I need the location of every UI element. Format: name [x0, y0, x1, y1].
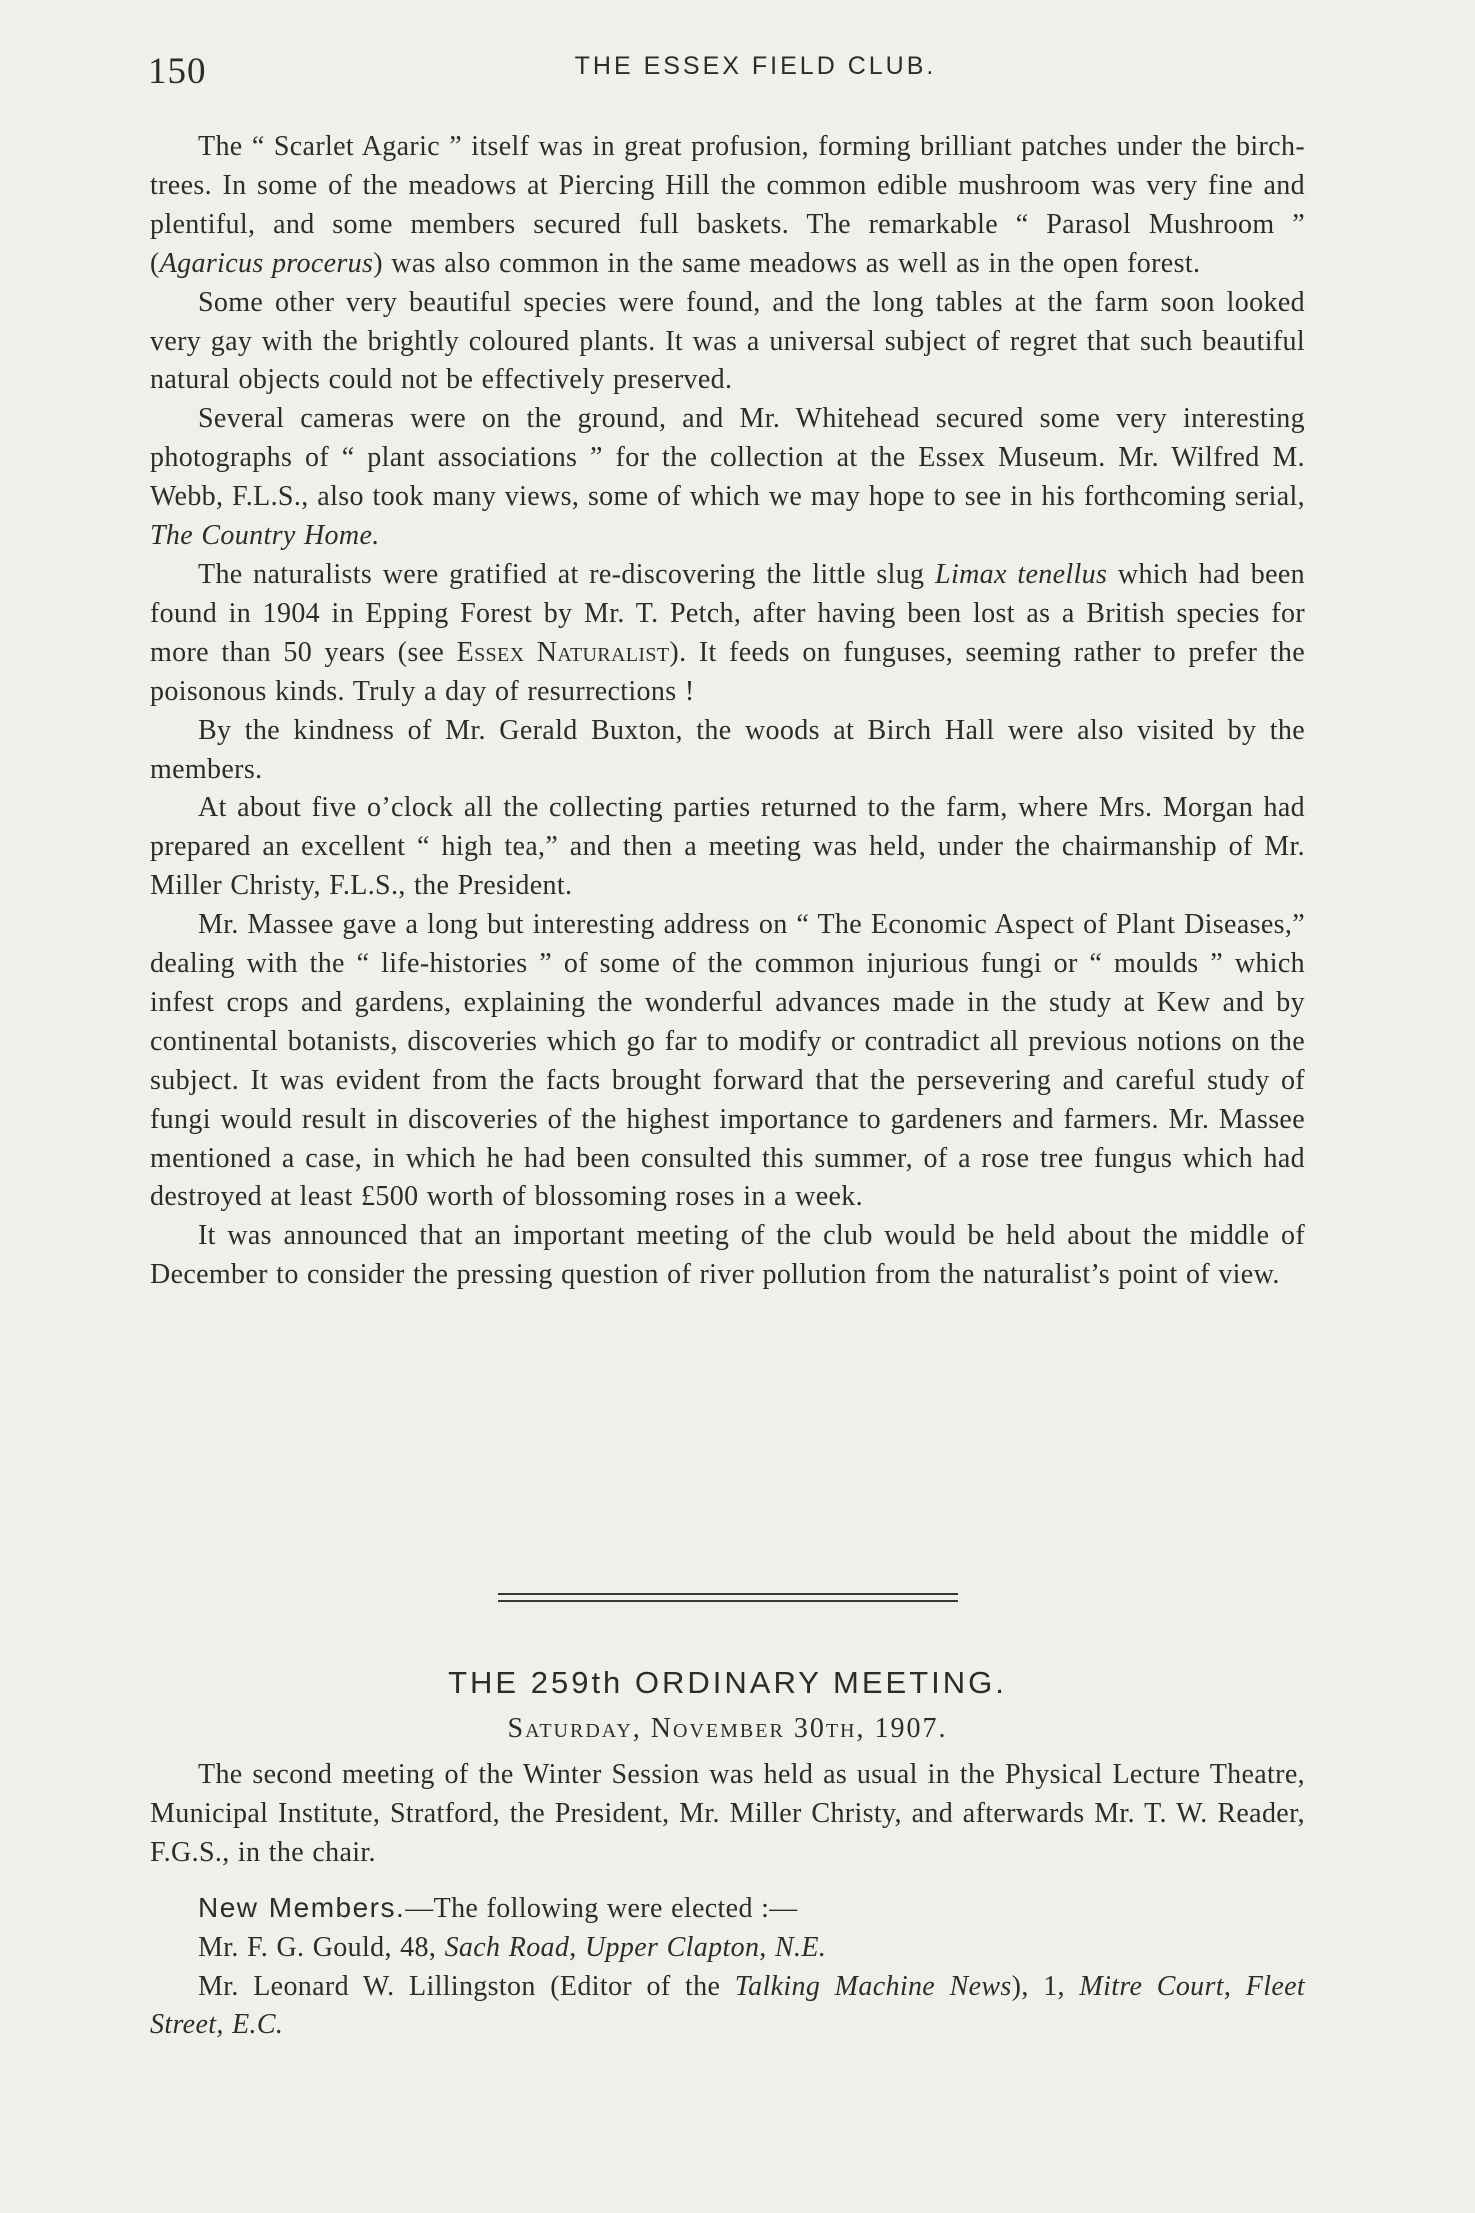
member-entry — [150, 1968, 1305, 2046]
paragraph-announcement: It was announced that an important meeting of the club would be held about the middle of December to consider the pressing question of river pollution from the naturalist’s point of view. — [150, 1220, 1305, 1291]
paragraph-text: ) was also common in the same meadows as well as in the open forest. — [373, 247, 1201, 279]
new-members-label: New Members. — [198, 1891, 406, 1923]
paragraph-text: The naturalists were gratified at re-discovering the little slug — [198, 558, 936, 590]
page-number: 150 — [148, 51, 207, 92]
member-entry — [150, 1929, 1305, 1968]
member-address: Sach Road, Upper Clapton, N.E. — [444, 1931, 827, 1963]
body-text — [150, 128, 1305, 1295]
paragraph-cameras — [150, 400, 1305, 556]
meeting-date: Saturday, November 30th, 1907. — [507, 1713, 948, 1744]
divider-line — [498, 1593, 958, 1595]
meeting-title: THE 259th ORDINARY MEETING. — [448, 1665, 1007, 1700]
member-address: Mitre Court, Fleet Street, E.C. — [150, 1970, 1306, 2041]
publication-title: Talking Machine News — [734, 1970, 1012, 2002]
paragraph-text: ). It feeds on funguses, seeming rather to prefer the poisonous kinds. Truly a day of resurrections ! — [150, 636, 1306, 707]
section-divider — [498, 1593, 958, 1607]
paragraph-slug — [150, 556, 1305, 712]
paragraph-high-tea: At about five o’clock all the collecting parties returned to the farm, where Mrs. Morgan had prepared an excellent “ high tea,” and then a meeting was held, under the chairmanship of Mr. Miller Christy, F.L.S., the President. — [150, 792, 1305, 902]
running-head — [148, 44, 1303, 94]
paragraph-text: Several cameras were on the ground, and Mr. Whitehead secured some very interesting photographs of “ plant associations ” for the collection at the Essex Museum. Mr. Wilfred M. Webb, F.L.S., also took many views, some of which we may hope to see in his forthcoming serial, — [150, 403, 1305, 513]
running-title: THE ESSEX FIELD CLUB. — [574, 52, 937, 80]
publication-title: The Country Home. — [150, 520, 380, 552]
journal-name: Essex Naturalist — [456, 636, 670, 668]
new-members-heading — [150, 1889, 1305, 1929]
species-name: Agaricus procerus — [159, 247, 374, 279]
member-text: ), 1, — [1011, 1970, 1080, 2002]
paragraph-scarlet-agaric — [150, 128, 1305, 284]
paragraph-birch-hall: By the kindness of Mr. Gerald Buxton, the woods at Birch Hall were also visited by the members. — [150, 714, 1305, 785]
paragraph-text: which had been found in 1904 in Epping Forest by Mr. T. Petch, after having been lost as a British species for more than 50 years (see — [150, 558, 1305, 668]
divider-line — [498, 1600, 958, 1602]
species-name: Limax tenellus — [935, 558, 1108, 590]
paragraph-massee-address: Mr. Massee gave a long but interesting address on “ The Economic Aspect of Plant Diseases,” dealing with the “ life-histories ” of some of the common injurious fungi or “ moulds ” which infest crops and gardens, explaining the wonderful advances made in the study at Kew and by continental botanists, discoveries which go far to modify or contradict all previous notions on the subject. It was evident from the facts brought forward that the persevering and careful study of fungi would result in discoveries of the highest importance to gardeners and farmers. Mr. Massee mentioned a case, in which he had been consulted this summer, of a rose tree fungus which had destroyed at least £500 worth of blossoming roses in a week. — [150, 909, 1305, 1213]
paragraph-text: The “ Scarlet Agaric ” itself was in great profusion, forming brilliant patches under the birch-trees. In some of the meadows at Piercing Hill the common edible mushroom was very fine and plentiful, and some members secured full baskets. The remarkable “ Parasol Mushroom ” ( — [150, 131, 1305, 279]
meeting-section — [150, 1658, 1305, 2045]
meeting-intro: The second meeting of the Winter Session was held as usual in the Physical Lecture Theatre, Municipal Institute, Stratford, the President, Mr. Miller Christy, and afterwards Mr. T. W. Reader, F.G.S., in the chair. — [150, 1759, 1305, 1868]
paragraph-beautiful-species: Some other very beautiful species were found, and the long tables at the farm soon looked very gay with the brightly coloured plants. It was a universal subject of regret that such beautiful natural objects could not be effectively preserved. — [150, 286, 1305, 396]
new-members-text: —The following were elected :— — [405, 1892, 798, 1924]
member-name: Mr. F. G. Gould, 48, — [198, 1931, 445, 1963]
member-name: Mr. Leonard W. Lillingston (Editor of the — [198, 1970, 735, 2002]
